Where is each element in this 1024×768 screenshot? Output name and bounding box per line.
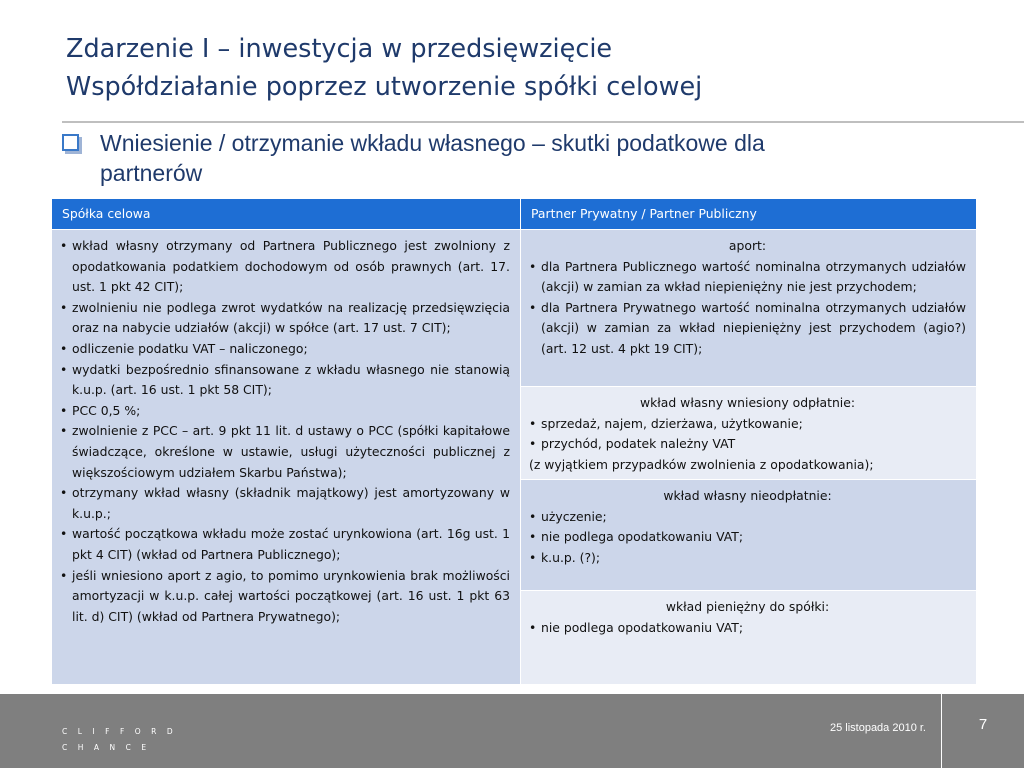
list-item: • otrzymany wkład własny (składnik majątkowy) jest amortyzowany w k.u.p.; (60, 483, 510, 524)
slide-title-line-2: Współdziałanie poprzez utworzenie spółki celowej (66, 72, 703, 102)
list-item: • nie podlega opodatkowaniu VAT; (529, 527, 966, 548)
list-item: • przychód, podatek należny VAT (529, 434, 966, 455)
list-item: • wydatki bezpośrednio sfinansowane z wkładu własnego nie stanowią k.u.p. (art. 16 ust. 1 pkt 58 CIT); (60, 360, 510, 401)
list-item: • dla Partnera Prywatnego wartość nominalna otrzymanych udziałów (akcji) w zamian za wkład niepieniężny jest przychodem (agio?) (art. 12 ust. 4 pkt 19 CIT); (529, 298, 966, 360)
table-header-row (52, 199, 977, 230)
list-item: • użyczenie; (529, 507, 966, 528)
list-item: • PCC 0,5 %; (60, 401, 510, 422)
main-bullet-line-1: Wniesienie / otrzymanie wkładu własnego – skutki podatkowe dla (100, 130, 765, 156)
section-heading: aport: (728, 238, 767, 253)
list-item: • zwolnienie z PCC – art. 9 pkt 11 lit. d ustawy o PCC (spółki kapitałowe świadczące, określone w ustawie, usługi użyteczności publicznej z większościowym udziałem Skarbu Państwa); (60, 421, 510, 483)
list-item: • wartość początkowa wkładu może zostać urynkowiona (art. 16g ust. 1 pkt 4 CIT) (wkład od Partnera Publicznego); (60, 524, 510, 565)
logo-line-1: CLIFFORD (62, 727, 184, 736)
list-item: • k.u.p. (?); (529, 548, 966, 569)
page-number: 7 (978, 716, 988, 733)
title-divider (62, 121, 1024, 123)
aport-cell (521, 230, 977, 387)
checkbox-bullet-icon (62, 134, 79, 151)
spolka-celowa-cell (52, 230, 521, 685)
clifford-chance-logo (62, 724, 183, 756)
odplatnie-cell (521, 387, 977, 480)
list-item: • odliczenie podatku VAT – naliczonego; (60, 339, 510, 360)
main-bullet-line-2: partnerów (100, 160, 203, 186)
list-item: • jeśli wniesiono aport z agio, to pomimo urynkowienia brak możliwości amortyzacji w k.u.p. całej wartości początkowej (art. 16 ust. 1 pkt 63 lit. d) CIT) (wkład od Partnera Prywatnego); (60, 566, 510, 628)
list-item: • dla Partnera Publicznego wartość nominalna otrzymanych udziałów (akcji) w zamian za wkład niepieniężny nie jest przychodem; (529, 257, 966, 298)
list-item: • zwolnieniu nie podlega zwrot wydatków na realizację przedsięwzięcia oraz na nabycie udziałów (akcji) w spółce (art. 17 ust. 7 CIT); (60, 298, 510, 339)
list-item: • wkład własny otrzymany od Partnera Publicznego jest zwolniony z opodatkowania podatkiem dochodowym od osób prawnych (art. 17. ust. 1 pkt 42 CIT); (60, 236, 510, 298)
section-heading: wkład własny wniesiony odpłatnie: (639, 395, 856, 410)
section-note: (z wyjątkiem przypadków zwolnienia z opodatkowania); (529, 456, 874, 472)
list-item: • nie podlega opodatkowaniu VAT; (529, 618, 966, 639)
tax-effects-table (51, 198, 977, 685)
logo-line-2: CHANCE (62, 743, 157, 752)
slide-title-line-1: Zdarzenie I – inwestycja w przedsięwzięcie (66, 34, 613, 64)
slide-title (66, 30, 1006, 106)
header-partner: Partner Prywatny / Partner Publiczny (521, 199, 977, 230)
main-bullet-text (100, 128, 980, 188)
footer-date: 25 listopada 2010 r. (829, 722, 926, 734)
pieniezny-cell (521, 591, 977, 685)
list-item: • sprzedaż, najem, dzierżawa, użytkowanie; (529, 414, 966, 435)
header-spolka-celowa: Spółka celowa (52, 199, 521, 230)
section-heading: wkład własny nieodpłatnie: (663, 488, 832, 503)
section-heading: wkład pieniężny do spółki: (665, 599, 830, 614)
spolka-celowa-list (60, 236, 510, 627)
nieodplatnie-cell (521, 480, 977, 591)
